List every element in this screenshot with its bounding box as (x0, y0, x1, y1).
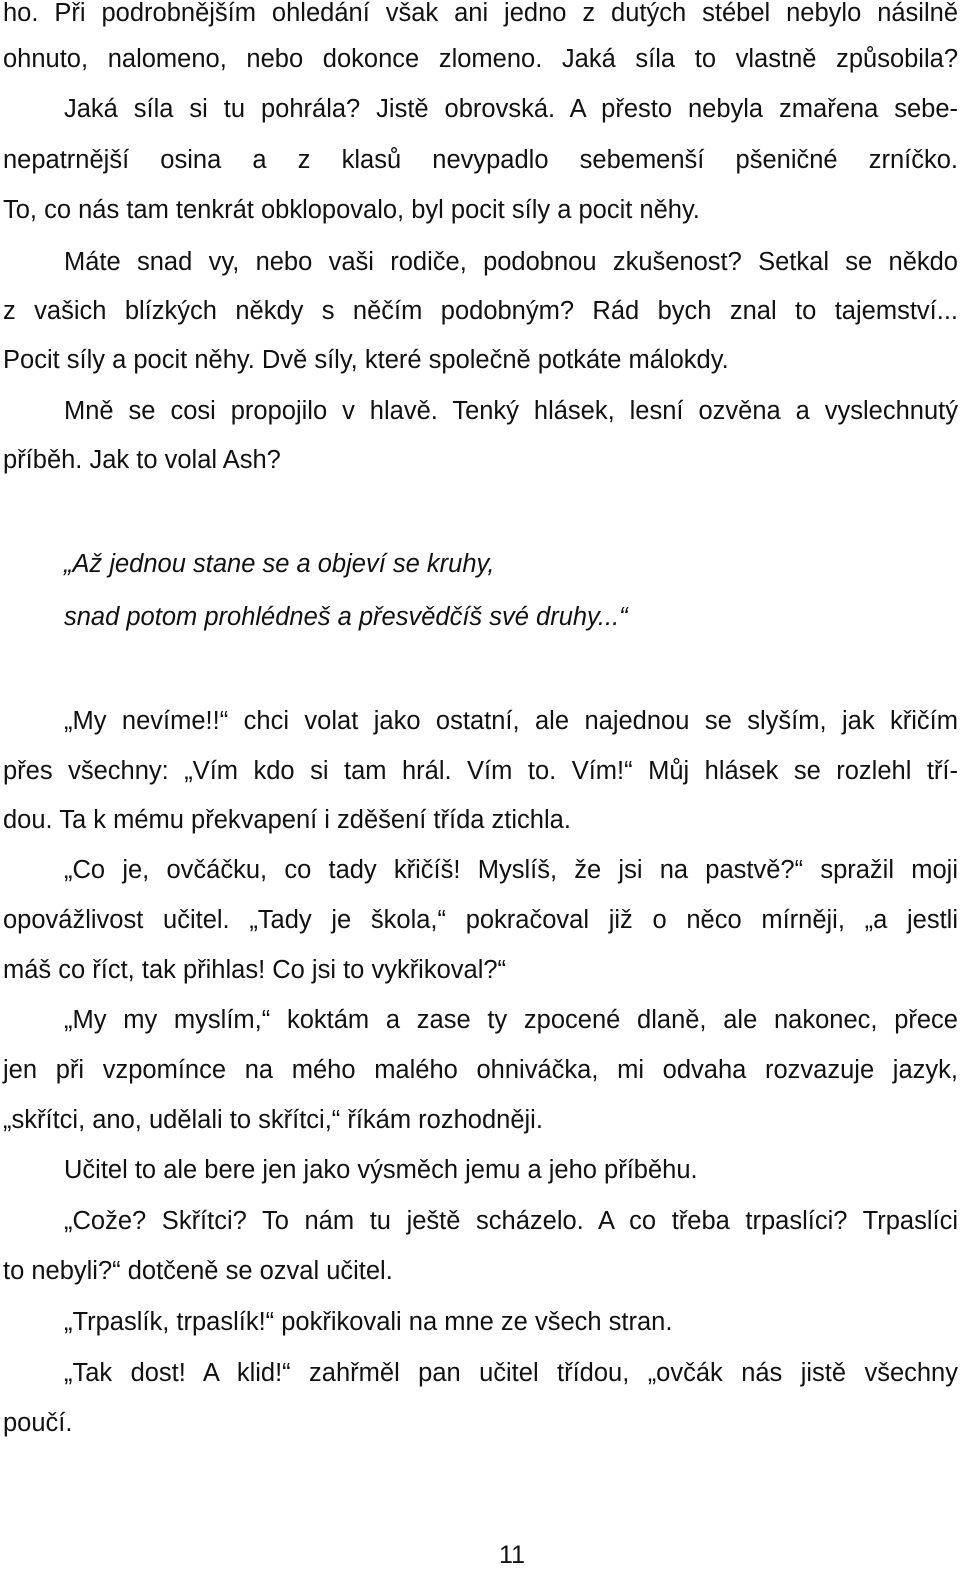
text-line: „My nevíme!!“ chci volat jako ostatní, ale najednou se slyším, jak křičím (64, 707, 958, 735)
text-line: z vašich blízkých někdy s něčím podobným? Rád bych znal to tajemství... (3, 297, 958, 325)
text-line: „Tak dost! A klid!“ zahřměl pan učitel třídou, „ovčák nás jistě všechny (64, 1359, 958, 1387)
text-line: „Cože? Skřítci? To nám tu ještě scházelo. A co třeba trpaslíci? Trpaslíci (64, 1207, 958, 1235)
text-line: „My my myslím,“ koktám a zase ty zpocené dlaně, ale nakonec, přece (64, 1006, 958, 1034)
text-line: to nebyli?“ dotčeně se ozval učitel. (3, 1257, 393, 1285)
text-line: opovážlivost učitel. „Tady je škola,“ pokračoval již o něco mírněji, „a jestli (3, 906, 958, 934)
text-line: poučí. (3, 1409, 73, 1437)
text-line: dou. Ta k mému překvapení i zděšení třída ztichla. (3, 806, 571, 834)
text-line: ho. Při podrobnějším ohledání však ani jedno z dutých stébel nebylo násilně (3, 0, 958, 27)
text-line: jen při vzpomínce na mého malého ohniváčka, mi odvaha rozvazuje jazyk, (3, 1056, 958, 1084)
text-line: „Co je, ovčáčku, co tady křičíš! Myslíš, že jsi na pastvě?“ spražil moji (64, 856, 958, 884)
text-line: Máte snad vy, nebo vaši rodiče, podobnou zkušenost? Setkal se někdo (64, 248, 958, 276)
text-line: To, co nás tam tenkrát obklopovalo, byl pocit síly a pocit něhy. (3, 196, 700, 224)
text-line: „Trpaslík, trpaslík!“ pokřikovali na mne ze všech stran. (64, 1308, 673, 1336)
verse-line: „Až jednou stane se a objeví se kruhy, (64, 550, 495, 578)
text-line: příběh. Jak to volal Ash? (3, 446, 281, 474)
text-line: Jaká síla si tu pohrála? Jistě obrovská. A přesto nebyla zmařena sebe- (64, 95, 958, 123)
text-line: Mně se cosi propojilo v hlavě. Tenký hlásek, lesní ozvěna a vyslechnutý (64, 397, 958, 425)
verse-line: snad potom prohlédneš a přesvědčíš své druhy...“ (64, 603, 628, 631)
text-line: máš co říct, tak přihlas! Co jsi to vykřikoval?“ (3, 956, 507, 984)
text-line: nepatrnější osina a z klasů nevypadlo sebemenší pšeničné zrníčko. (3, 146, 958, 174)
text-line: „skřítci, ano, udělali to skřítci,“ říkám rozhodněji. (3, 1106, 543, 1134)
page-number: 11 (499, 1541, 525, 1569)
text-line: Učitel to ale bere jen jako výsměch jemu a jeho příběhu. (64, 1156, 698, 1184)
text-line: Pocit síly a pocit něhy. Dvě síly, které společně potkáte málokdy. (3, 346, 729, 374)
text-line: ohnuto, nalomeno, nebo dokonce zlomeno. Jaká síla to vlastně způsobila? (3, 45, 958, 73)
text-line: přes všechny: „Vím kdo si tam hrál. Vím to. Vím!“ Můj hlásek se rozlehl tří- (3, 757, 958, 785)
